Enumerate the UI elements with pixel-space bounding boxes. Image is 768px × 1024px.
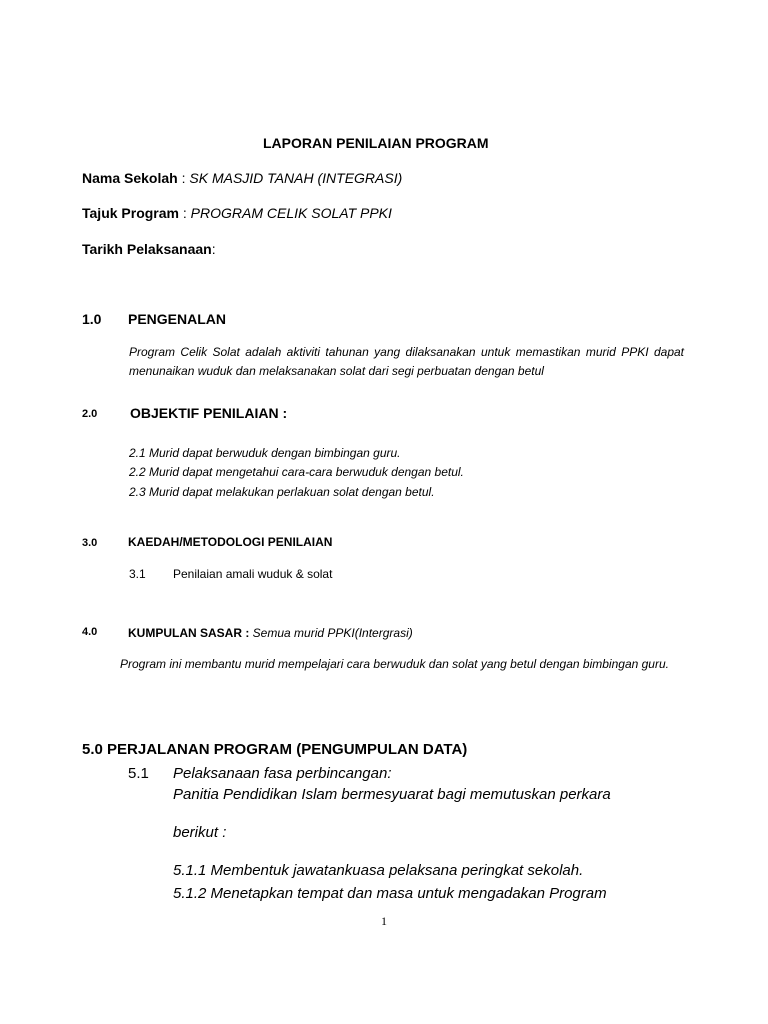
- school-field: [82, 170, 402, 188]
- section-2-item-2: 2.2 Murid dapat mengetahui cara-cara berwuduk dengan betul.: [129, 465, 464, 479]
- date-field: [82, 241, 216, 259]
- section-1-heading: PENGENALAN: [128, 311, 227, 327]
- section-2-number: 2.0: [82, 408, 98, 420]
- section-4-number: 4.0: [82, 626, 98, 638]
- section-5-heading: 5.0 PERJALANAN PROGRAM (PENGUMPULAN DATA): [82, 741, 468, 758]
- section-5-sub-text: Pelaksanaan fasa perbincangan:: [173, 765, 392, 782]
- date-sep: :: [211, 241, 216, 257]
- section-2-item-3: 2.3 Murid dapat melakukan perlakuan solat dengan betul.: [129, 485, 435, 499]
- date-label: Tarikh Pelaksanaan: [82, 241, 212, 257]
- section-4-paragraph: Program ini membantu murid mempelajari cara berwuduk dan solat yang betul dengan bimbingan guru.: [120, 657, 669, 671]
- section-5-line-2: Panitia Pendidikan Islam bermesyuarat bagi memutuskan perkara: [173, 786, 611, 803]
- section-2-heading: OBJEKTIF PENILAIAN :: [130, 405, 288, 421]
- section-4-heading-value: Semua murid PPKI(Intergrasi): [249, 626, 413, 640]
- section-3-sub-text: Penilaian amali wuduk & solat: [173, 567, 333, 581]
- section-5-item-2: 5.1.2 Menetapkan tempat dan masa untuk mengadakan Program: [173, 885, 607, 902]
- school-value: SK MASJID TANAH (INTEGRASI): [189, 170, 403, 186]
- program-value: PROGRAM CELIK SOLAT PPKI: [190, 205, 392, 221]
- section-2-item-1: 2.1 Murid dapat berwuduk dengan bimbingan guru.: [129, 446, 401, 460]
- section-5-item-1: 5.1.1 Membentuk jawatankuasa pelaksana peringkat sekolah.: [173, 862, 584, 879]
- section-4-heading: KUMPULAN SASAR :: [128, 626, 250, 640]
- section-5-line-3: berikut :: [173, 824, 227, 841]
- school-label: Nama Sekolah: [82, 170, 178, 186]
- section-1-paragraph: Program Celik Solat adalah aktiviti tahunan yang dilaksanakan untuk memastikan murid PPKI dapat menunaikan wuduk dan melaksanakan solat dari segi perbuatan dengan betul: [129, 345, 684, 378]
- section-3-sub-number: 3.1: [129, 567, 146, 581]
- section-5-sub-number: 5.1: [128, 765, 149, 782]
- section-3-heading: KAEDAH/METODOLOGI PENILAIAN: [128, 535, 333, 549]
- program-sep: :: [179, 205, 191, 221]
- page-number: 1: [381, 914, 387, 928]
- document-title: LAPORAN PENILAIAN PROGRAM: [263, 135, 489, 151]
- program-field: [82, 205, 392, 223]
- section-1-number: 1.0: [82, 311, 102, 327]
- section-4-heading-line: [128, 624, 413, 644]
- section-3-number: 3.0: [82, 537, 98, 549]
- program-label: Tajuk Program: [82, 205, 179, 221]
- school-sep: :: [177, 170, 190, 186]
